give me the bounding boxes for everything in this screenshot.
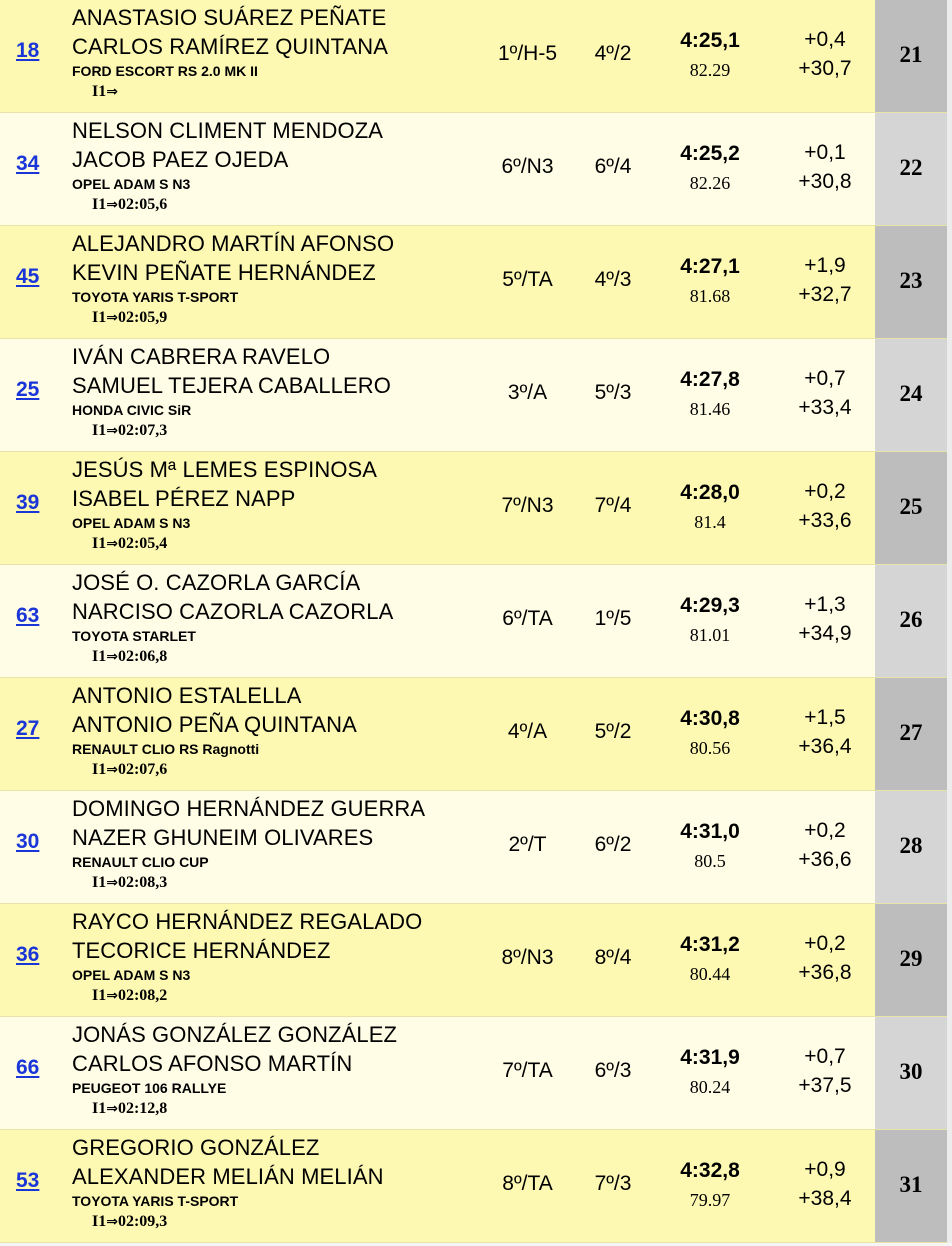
diff-leader: +38,4 [798, 1187, 852, 1210]
overall-position: 27 [899, 720, 923, 745]
diff-previous: +0,4 [804, 28, 846, 51]
average-speed: 82.29 [689, 60, 731, 80]
row-edge [947, 226, 952, 339]
split-time [92, 535, 167, 553]
group-position: 8º/4 [594, 946, 632, 969]
row-edge [947, 904, 952, 1017]
split-time [92, 761, 167, 779]
car-model: FORD ESCORT RS 2.0 MK II [72, 63, 258, 79]
class-position: 7º/N3 [501, 494, 554, 517]
stage-time: 4:27,8 [680, 368, 740, 391]
diff-leader: +33,6 [798, 509, 852, 532]
stage-time: 4:30,8 [680, 707, 740, 730]
split-value: 02:08,2 [117, 987, 168, 1004]
average-speed: 81.4 [694, 512, 726, 532]
diff-previous: +0,1 [804, 141, 846, 164]
row-edge [947, 565, 952, 678]
split-value: 02:05,6 [117, 196, 168, 213]
table-row [0, 226, 952, 339]
dorsal-link[interactable]: 27 [16, 717, 40, 740]
split-label: I1 [92, 1100, 107, 1117]
group-position: 5º/2 [594, 720, 632, 743]
dorsal-link[interactable]: 25 [16, 378, 40, 401]
overall-position: 21 [899, 42, 923, 67]
class-position: 5º/TA [502, 268, 553, 291]
split-value: 02:08,3 [117, 874, 168, 891]
class-position: 8º/N3 [501, 946, 554, 969]
table-row [0, 452, 952, 565]
class-position: 7º/TA [502, 1059, 553, 1082]
row-edge [947, 452, 952, 565]
split-time [92, 648, 167, 666]
split-value: 02:05,4 [117, 535, 168, 552]
car-model: OPEL ADAM S N3 [72, 515, 191, 531]
average-speed: 81.46 [689, 399, 731, 419]
driver-name: DOMINGO HERNÁNDEZ GUERRA [72, 796, 426, 821]
diff-leader: +36,8 [798, 961, 852, 984]
dorsal-link[interactable]: 36 [16, 943, 40, 966]
stage-time: 4:28,0 [680, 481, 740, 504]
split-label: I1 [92, 309, 107, 326]
arrow-right-icon: ⇒ [106, 1101, 118, 1117]
overall-position: 30 [899, 1059, 923, 1084]
class-position: 8º/TA [502, 1172, 553, 1195]
table-row [0, 339, 952, 452]
car-model: RENAULT CLIO RS Ragnotti [72, 741, 260, 757]
average-speed: 80.5 [694, 851, 726, 871]
diff-leader: +37,5 [798, 1074, 852, 1097]
driver-name: ANTONIO ESTALELLA [72, 683, 302, 708]
split-label: I1 [92, 761, 107, 778]
car-model: TOYOTA YARIS T-SPORT [72, 289, 239, 305]
group-position: 7º/4 [594, 494, 632, 517]
group-position: 5º/3 [594, 381, 632, 404]
arrow-right-icon: ⇒ [106, 1214, 118, 1230]
average-speed: 79.97 [689, 1190, 731, 1210]
diff-previous: +0,9 [804, 1158, 846, 1181]
row-edge [947, 1017, 952, 1130]
driver-name: JESÚS Mª LEMES ESPINOSA [72, 457, 378, 482]
row-edge [947, 339, 952, 452]
table-row [0, 678, 952, 791]
row-edge [947, 678, 952, 791]
diff-leader: +30,8 [798, 170, 852, 193]
dorsal-link[interactable]: 45 [16, 265, 40, 288]
overall-position: 23 [899, 268, 923, 293]
split-label: I1 [92, 535, 107, 552]
diff-leader: +33,4 [798, 396, 852, 419]
codriver-name: SAMUEL TEJERA CABALLERO [72, 373, 391, 398]
group-position: 4º/3 [594, 268, 632, 291]
driver-name: RAYCO HERNÁNDEZ REGALADO [72, 909, 423, 934]
table-row [0, 1017, 952, 1130]
arrow-right-icon: ⇒ [106, 875, 118, 891]
codriver-name: TECORICE HERNÁNDEZ [72, 938, 331, 963]
split-label: I1 [92, 196, 107, 213]
arrow-right-icon: ⇒ [106, 988, 118, 1004]
car-model: OPEL ADAM S N3 [72, 176, 191, 192]
overall-position: 29 [899, 946, 923, 971]
diff-previous: +0,2 [804, 932, 846, 955]
group-position: 4º/2 [594, 42, 632, 65]
arrow-right-icon: ⇒ [106, 84, 118, 100]
diff-previous: +0,7 [804, 367, 846, 390]
table-row [0, 791, 952, 904]
row-edge [947, 113, 952, 226]
arrow-right-icon: ⇒ [106, 762, 118, 778]
dorsal-link[interactable]: 39 [16, 491, 40, 514]
table-row [0, 565, 952, 678]
table-row [0, 1130, 952, 1243]
split-time [92, 196, 167, 214]
group-position: 6º/3 [594, 1059, 632, 1082]
split-time [92, 1213, 167, 1231]
car-model: RENAULT CLIO CUP [72, 854, 209, 870]
diff-leader: +30,7 [798, 57, 852, 80]
row-edge [947, 791, 952, 904]
dorsal-link[interactable]: 18 [16, 39, 40, 62]
class-position: 2º/T [508, 833, 547, 856]
split-time [92, 1100, 167, 1118]
driver-name: JONÁS GONZÁLEZ GONZÁLEZ [72, 1022, 398, 1047]
split-value: 02:07,6 [117, 761, 168, 778]
average-speed: 81.68 [689, 286, 731, 306]
car-model: PEUGEOT 106 RALLYE [72, 1080, 227, 1096]
diff-leader: +32,7 [798, 283, 852, 306]
row-divider [0, 1242, 947, 1243]
group-position: 7º/3 [594, 1172, 632, 1195]
diff-leader: +36,6 [798, 848, 852, 871]
car-model: OPEL ADAM S N3 [72, 967, 191, 983]
codriver-name: KEVIN PEÑATE HERNÁNDEZ [72, 260, 376, 285]
split-time [92, 309, 167, 327]
split-label: I1 [92, 422, 107, 439]
group-position: 6º/2 [594, 833, 632, 856]
split-label: I1 [92, 83, 107, 100]
class-position: 6º/N3 [501, 155, 554, 178]
overall-position: 24 [899, 381, 923, 406]
group-position: 1º/5 [594, 607, 632, 630]
overall-position: 31 [899, 1172, 923, 1197]
class-position: 6º/TA [502, 607, 553, 630]
stage-time: 4:25,1 [680, 29, 740, 52]
diff-leader: +34,9 [798, 622, 852, 645]
codriver-name: ALEXANDER MELIÁN MELIÁN [72, 1164, 384, 1189]
dorsal-link[interactable]: 63 [16, 604, 40, 627]
overall-position: 25 [899, 494, 923, 519]
overall-position: 26 [899, 607, 923, 632]
codriver-name: CARLOS AFONSO MARTÍN [72, 1051, 353, 1076]
split-value: 02:12,8 [117, 1100, 168, 1117]
average-speed: 80.44 [689, 964, 731, 984]
diff-previous: +1,5 [804, 706, 846, 729]
split-value: 02:09,3 [117, 1213, 168, 1230]
average-speed: 80.24 [689, 1077, 731, 1097]
split-value: 02:05,9 [117, 309, 168, 326]
diff-previous: +0,7 [804, 1045, 846, 1068]
car-model: TOYOTA STARLET [72, 628, 196, 644]
driver-name: ALEJANDRO MARTÍN AFONSO [72, 231, 395, 256]
arrow-right-icon: ⇒ [106, 197, 118, 213]
diff-previous: +1,9 [804, 254, 846, 277]
group-position: 6º/4 [594, 155, 632, 178]
arrow-right-icon: ⇒ [106, 423, 118, 439]
dorsal-link[interactable]: 66 [16, 1056, 40, 1079]
stage-time: 4:29,3 [680, 594, 740, 617]
car-model: TOYOTA YARIS T-SPORT [72, 1193, 239, 1209]
split-time [92, 83, 118, 101]
class-position: 3º/A [507, 381, 548, 404]
dorsal-link[interactable]: 30 [16, 830, 40, 853]
codriver-name: ISABEL PÉREZ NAPP [72, 486, 296, 511]
row-edge [947, 1130, 952, 1243]
stage-time: 4:31,0 [680, 820, 740, 843]
table-row [0, 904, 952, 1017]
class-position: 1º/H-5 [497, 42, 558, 65]
codriver-name: NARCISO CAZORLA CAZORLA [72, 599, 394, 624]
table-row [0, 113, 952, 226]
arrow-right-icon: ⇒ [106, 310, 118, 326]
average-speed: 82.26 [689, 173, 731, 193]
class-position: 4º/A [507, 720, 548, 743]
split-label: I1 [92, 987, 107, 1004]
diff-previous: +1,3 [804, 593, 846, 616]
codriver-name: ANTONIO PEÑA QUINTANA [72, 712, 357, 737]
split-label: I1 [92, 648, 107, 665]
driver-name: ANASTASIO SUÁREZ PEÑATE [72, 5, 387, 30]
driver-name: IVÁN CABRERA RAVELO [72, 344, 331, 369]
codriver-name: JACOB PAEZ OJEDA [72, 147, 289, 172]
average-speed: 80.56 [689, 738, 731, 758]
overall-position: 22 [899, 155, 923, 180]
stage-time: 4:25,2 [680, 142, 740, 165]
driver-name: NELSON CLIMENT MENDOZA [72, 118, 384, 143]
stage-time: 4:32,8 [680, 1159, 740, 1182]
overall-position: 28 [899, 833, 923, 858]
split-time [92, 874, 167, 892]
split-value: 02:07,3 [117, 422, 168, 439]
dorsal-link[interactable]: 34 [16, 152, 40, 175]
car-model: HONDA CIVIC SiR [72, 402, 192, 418]
row-edge [947, 0, 952, 113]
stage-time: 4:31,9 [680, 1046, 740, 1069]
average-speed: 81.01 [689, 625, 731, 645]
driver-name: JOSÉ O. CAZORLA GARCÍA [72, 570, 361, 595]
codriver-name: CARLOS RAMÍREZ QUINTANA [72, 34, 389, 59]
codriver-name: NAZER GHUNEIM OLIVARES [72, 825, 374, 850]
dorsal-link[interactable]: 53 [16, 1169, 40, 1192]
split-label: I1 [92, 874, 107, 891]
driver-name: GREGORIO GONZÁLEZ [72, 1135, 320, 1160]
arrow-right-icon: ⇒ [106, 536, 118, 552]
split-label: I1 [92, 1213, 107, 1230]
arrow-right-icon: ⇒ [106, 649, 118, 665]
split-time [92, 987, 167, 1005]
split-time [92, 422, 167, 440]
stage-time: 4:31,2 [680, 933, 740, 956]
table-row [0, 0, 952, 113]
diff-leader: +36,4 [798, 735, 852, 758]
diff-previous: +0,2 [804, 480, 846, 503]
stage-time: 4:27,1 [680, 255, 740, 278]
diff-previous: +0,2 [804, 819, 846, 842]
split-value: 02:06,8 [117, 648, 168, 665]
